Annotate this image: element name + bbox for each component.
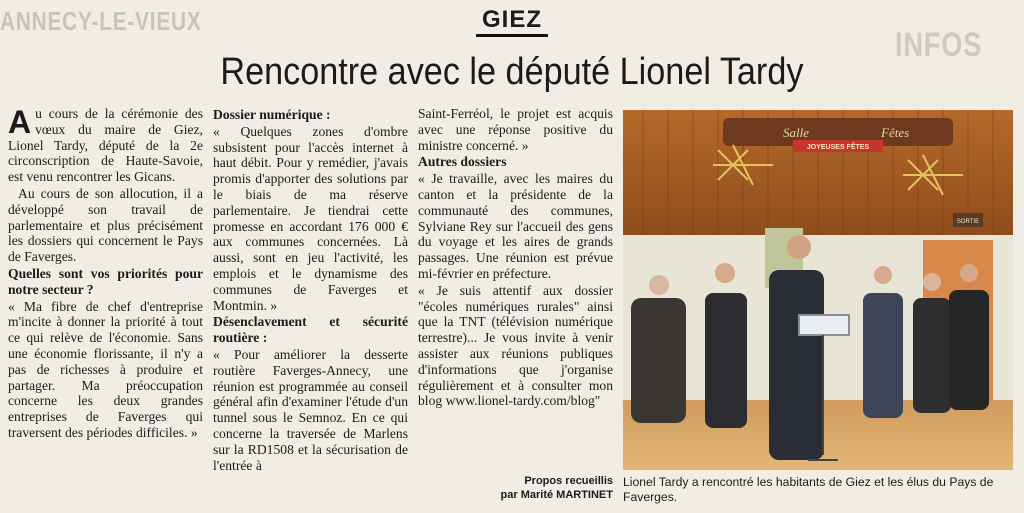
paragraph: « Quelques zones d'ombre subsistent pour l'accès internet à haut débit. Pour y remédier, j'avais promis d'apporter des solutions par le biais de ma réserve parlementaire. Je tiendrai cette promesse en accordant 176 000 € aux communes concernées. Là aussi, sont en jeu l'activité, les emplois et le dynamisme des communes de Faverges et Montmin. » [213, 123, 408, 313]
sign-right-text: Fêtes [881, 125, 910, 140]
column-3 [418, 106, 613, 410]
paragraph: « Pour améliorer la desserte routière Faverges-Annecy, une réunion est programmée au conseil général afin d'examiner l'étude d'un tunnel sous le Semnoz. En ce qui concerne la traversée de Marlens sur la RD1508 et la sécurisation de l'entrée à [213, 346, 408, 473]
drop-cap: A [8, 104, 32, 140]
adjacent-column-label: INFOS [895, 26, 983, 64]
intro-text: u cours de la cérémonie des vœux du maire de Giez, Lionel Tardy, député de la 2e circonscription de Haute-Savoie, est venu rencontrer les Gicans. [8, 106, 203, 185]
exit-sign: SORTIE [956, 219, 980, 225]
byline-line-2: par Marité MARTINET [500, 489, 613, 501]
question-heading: Quelles sont vos priorités pour notre secteur ? [8, 265, 203, 297]
subheading: Dossier numérique : [213, 107, 331, 122]
subheading: Autres dossiers [418, 154, 507, 170]
holiday-banner: JOYEUSES FÊTES [806, 144, 870, 151]
byline-line-1: Propos recueillis [524, 475, 613, 487]
headline [0, 50, 1024, 94]
paragraph: « Ma fibre de chef d'entreprise m'incite à donner la priorité à tout ce qui relève de l'économie. Sans une économie florissante, il n'y a pas de richesses à produire et partager. Ma préoccupation concerne les deux grandes entreprises de Faverges qui traversent des périodes difficiles. » [8, 298, 203, 440]
paragraph: « Je travaille, avec les maires du canton et la présidente de la communauté des communes, Sylviane Rey sur l'accueil des gens du voyage et les aires de grands passages. Une réunion est prévue mi-février en préfecture. [418, 171, 613, 281]
intro-paragraph [8, 106, 203, 185]
column-1 [8, 106, 203, 442]
paragraph: Au cours de son allocution, il a développé son travail de parlementaire et plus précisément les dossiers qui concernent le Pays de Faverges. [8, 185, 203, 265]
paragraph: Saint-Ferréol, le projet est acquis avec une réponse positive du ministre concerné. » [418, 106, 613, 153]
paragraph: « Je suis attentif aux dossier "écoles numériques rurales" ainsi que la TNT (télévision numérique terrestre)... Je vous invite à venir assister aux réunions publiques d'informations que j'organise régulièrement et à consulter mon blog www.lionel-tardy.com/blog" [418, 282, 613, 409]
event-photo [623, 110, 1013, 470]
headline-text: Rencontre avec le député Lionel Tardy [220, 51, 804, 93]
subheading: Désenclavement et sécurité routière : [213, 314, 408, 346]
column-2 [213, 106, 408, 474]
sign-left-text: Salle [783, 125, 809, 140]
byline [418, 474, 613, 502]
photo-caption: Lionel Tardy a rencontré les habitants de Giez et les élus du Pays de Faverges. [623, 475, 994, 504]
section-header [0, 6, 1024, 37]
section-title: GIEZ [476, 6, 548, 37]
adjacent-article-headline: ANNECY-LE-VIEUX [0, 6, 202, 36]
